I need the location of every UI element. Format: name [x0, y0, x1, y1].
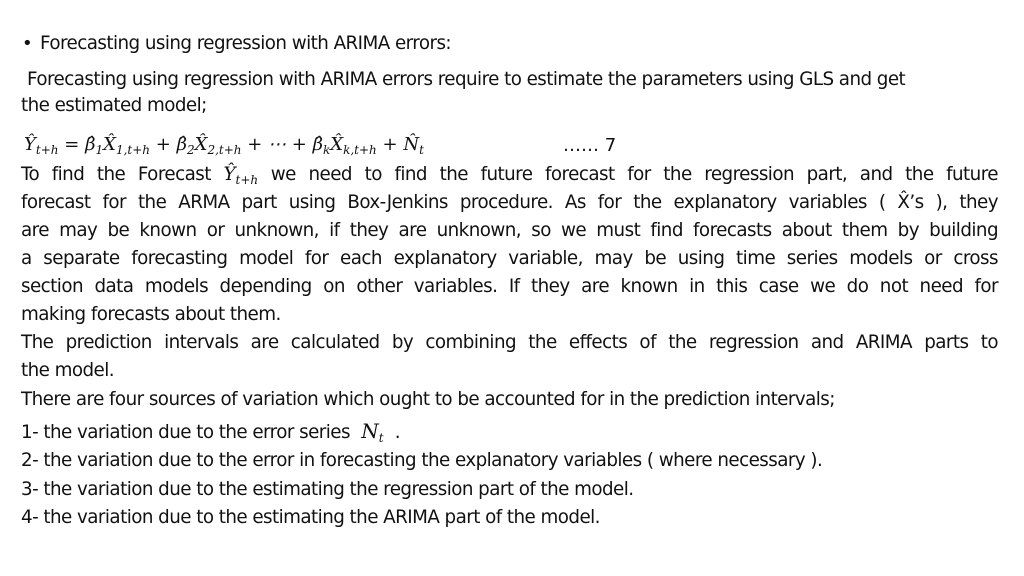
equation-number: …… 7 — [563, 135, 617, 156]
bullet-dot: • — [22, 33, 33, 54]
list-item-3: 3- the variation due to the estimating the regression part of the model. — [21, 479, 634, 500]
noise-symbol: $N_t$ — [361, 419, 384, 445]
list-item-2: 2- the variation due to the error in forecasting the explanatory variables ( where necessary ). — [21, 450, 823, 471]
para1-line-3: are may be known or unknown, if they are unknown, so we must find forecasts about them by building — [21, 220, 998, 241]
eq-lhs: Ŷ — [24, 134, 36, 155]
para1-line-5: section data models depending on other variables. If they are known in this case we do not need for — [21, 276, 998, 297]
intro-line-2: the estimated model; — [21, 95, 207, 116]
para1-line-6: making forecasts about them. — [21, 304, 281, 325]
para2-line-1: The prediction intervals are calculated by combining the effects of the regression and ARIMA parts to — [21, 332, 998, 353]
para1-line-4: a separate forecasting model for each explanatory variable, may be using time series models or cross — [21, 248, 998, 269]
list-item-4: 4- the variation due to the estimating the ARIMA part of the model. — [21, 507, 600, 528]
intro-line-1: Forecasting using regression with ARIMA errors require to estimate the parameters using GLS and get — [27, 69, 906, 90]
para1-line-2: forecast for the ARMA part using Box-Jenkins procedure. As for the explanatory variables ( X̂’s ), they — [21, 192, 998, 213]
forecast-symbol: $Ŷ_{t+h}$ — [223, 164, 259, 187]
para3: There are four sources of variation which ought to be accounted for in the prediction intervals; — [21, 389, 835, 410]
para1-line-1: To find the Forecast $Ŷ_{t+h}$ we need to find the future forecast for the regression part, and the future — [21, 164, 998, 187]
bullet-heading: Forecasting using regression with ARIMA errors: — [40, 33, 452, 54]
list-item-1: 1- the variation due to the error series $N_t$ . — [21, 419, 401, 445]
forecast-equation: $Ŷ_{t+h}$ = $\betâ_1X̂_{1,t+h}$ + $\betâ_2X̂_{2,t+h}$ + ⋯ + $\betâ_kX̂_{k,t+h}$ + $N̂_t$ — [24, 134, 424, 157]
para2-line-2: the model. — [21, 360, 115, 381]
